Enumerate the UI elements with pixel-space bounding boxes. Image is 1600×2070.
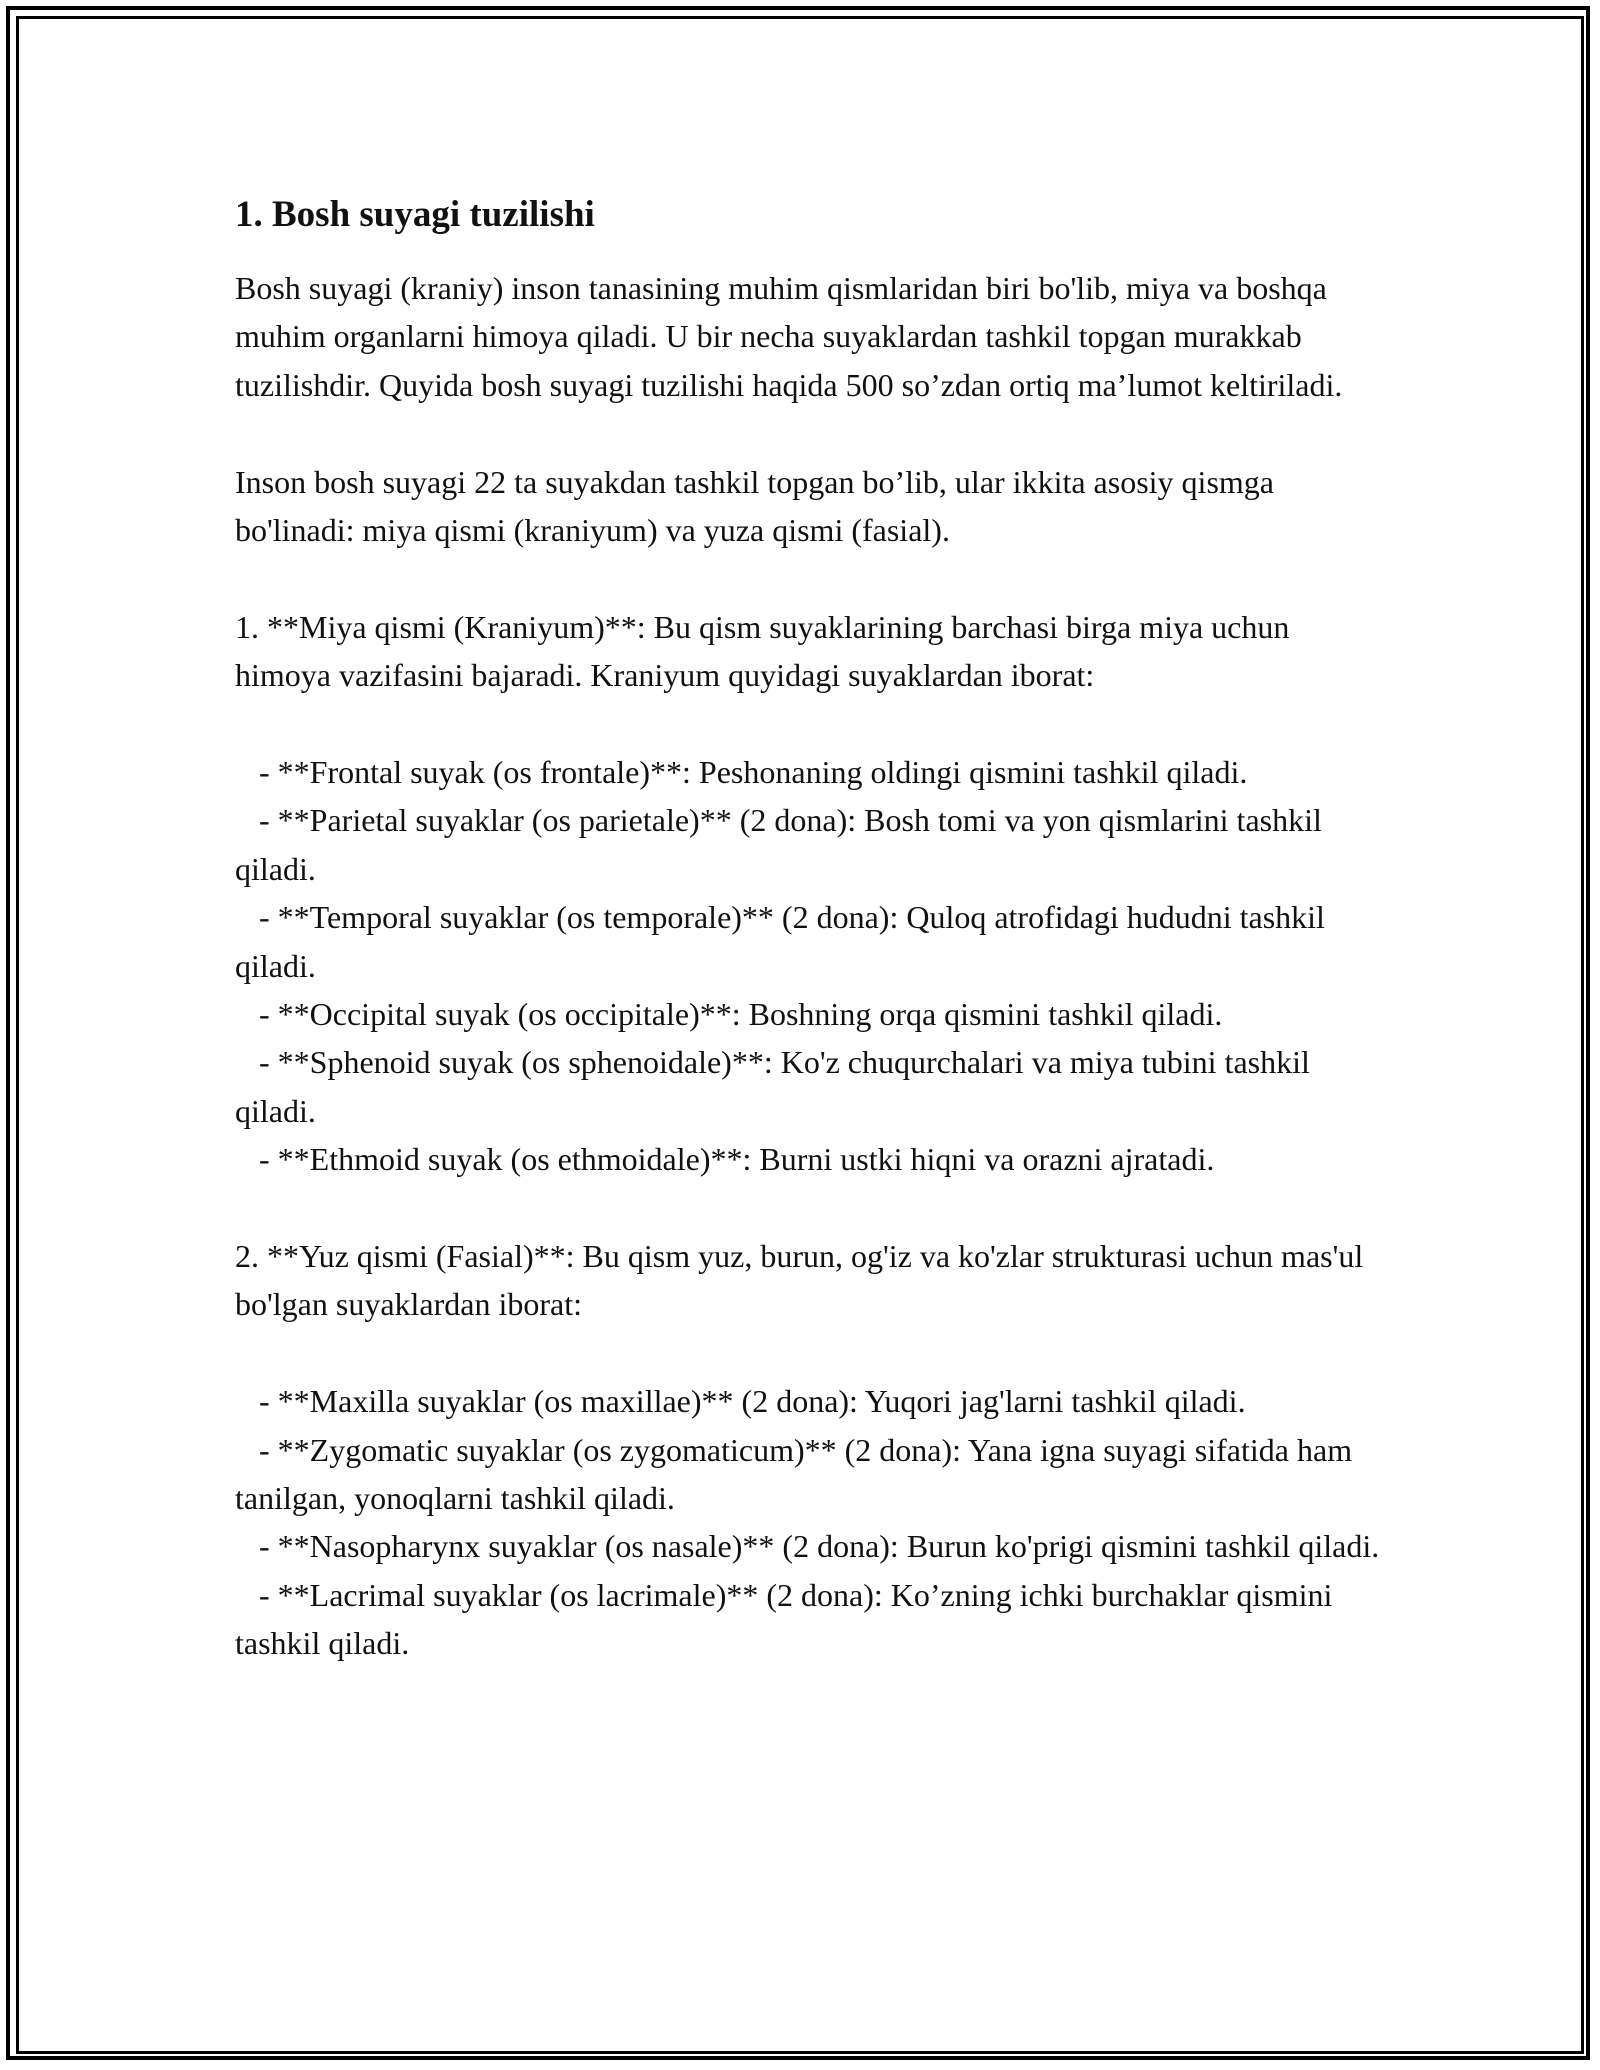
intro-paragraph: Bosh suyagi (kraniy) inson tanasining muhim qismlaridan biri bo'lib, miya va boshqa muhim organlarni himoya qiladi. U bir necha suyaklardan tashkil topgan murakkab tuzilishdir. Quyida bosh suyagi tuzilishi haqida 500 so’zdan ortiq ma’lumot keltiriladi. bbox=[235, 270, 1343, 403]
list-item: - **Parietal suyaklar (os parietale)** (2 dona): Bosh tomi va yon qismlarini tashkil qiladi. bbox=[235, 802, 1330, 887]
document-title: 1. Bosh suyagi tuzilishi bbox=[235, 194, 595, 235]
section-2-list bbox=[235, 1377, 1385, 1667]
paragraph-gap bbox=[235, 1184, 1385, 1232]
paragraph-gap bbox=[235, 409, 1385, 457]
section-2-heading: 2. **Yuz qismi (Fasial)**: Bu qism yuz, burun, og'iz va ko'zlar strukturasi uchun mas'ul bo'lgan suyaklardan iborat: bbox=[235, 1238, 1372, 1323]
overview-paragraph: Inson bosh suyagi 22 ta suyakdan tashkil topgan bo’lib, ular ikkita asosiy qismga bo'linadi: miya qismi (kraniyum) va yuza qismi (fasial). bbox=[235, 463, 1282, 549]
paragraph-gap bbox=[235, 700, 1385, 748]
list-item: - **Temporal suyaklar (os temporale)** (2 dona): Quloq atrofidagi hududni tashkil qiladi. bbox=[235, 899, 1333, 984]
paragraph-gap bbox=[235, 1329, 1385, 1377]
list-item: - **Maxilla suyaklar (os maxillae)** (2 dona): Yuqori jag'larni tashkil qiladi. bbox=[235, 1383, 1246, 1420]
list-item: - **Occipital suyak (os occipitale)**: Boshning orqa qismini tashkil qiladi. bbox=[235, 996, 1223, 1033]
list-item: - **Nasopharynx suyaklar (os nasale)** (2 dona): Burun ko'prigi qismini tashkil qiladi. bbox=[235, 1528, 1380, 1565]
list-item: - **Lacrimal suyaklar (os lacrimale)** (2 dona): Ko’zning ichki burchaklar qismini tashkil qiladi. bbox=[235, 1576, 1341, 1662]
list-item: - **Sphenoid suyak (os sphenoidale)**: Ko'z chuqurchalari va miya tubini tashkil qiladi. bbox=[235, 1044, 1318, 1129]
list-item: - **Frontal suyak (os frontale)**: Peshonaning oldingi qismini tashkil qiladi. bbox=[235, 754, 1248, 791]
list-item: - **Ethmoid suyak (os ethmoidale)**: Burni ustki hiqni va orazni ajratadi. bbox=[235, 1141, 1215, 1178]
section-1-list bbox=[235, 748, 1385, 1184]
paragraph-gap bbox=[235, 554, 1385, 602]
list-item: - **Zygomatic suyaklar (os zygomaticum)** (2 dona): Yana igna suyagi sifatida ham tanilgan, yonoqlarni tashkil qiladi. bbox=[235, 1431, 1361, 1517]
section-1-heading: 1. **Miya qismi (Kraniyum)**: Bu qism suyaklarining barchasi birga miya uchun himoya vazifasini bajaradi. Kraniyum quyidagi suyaklardan iborat: bbox=[235, 608, 1298, 694]
document-body bbox=[235, 187, 1385, 1668]
